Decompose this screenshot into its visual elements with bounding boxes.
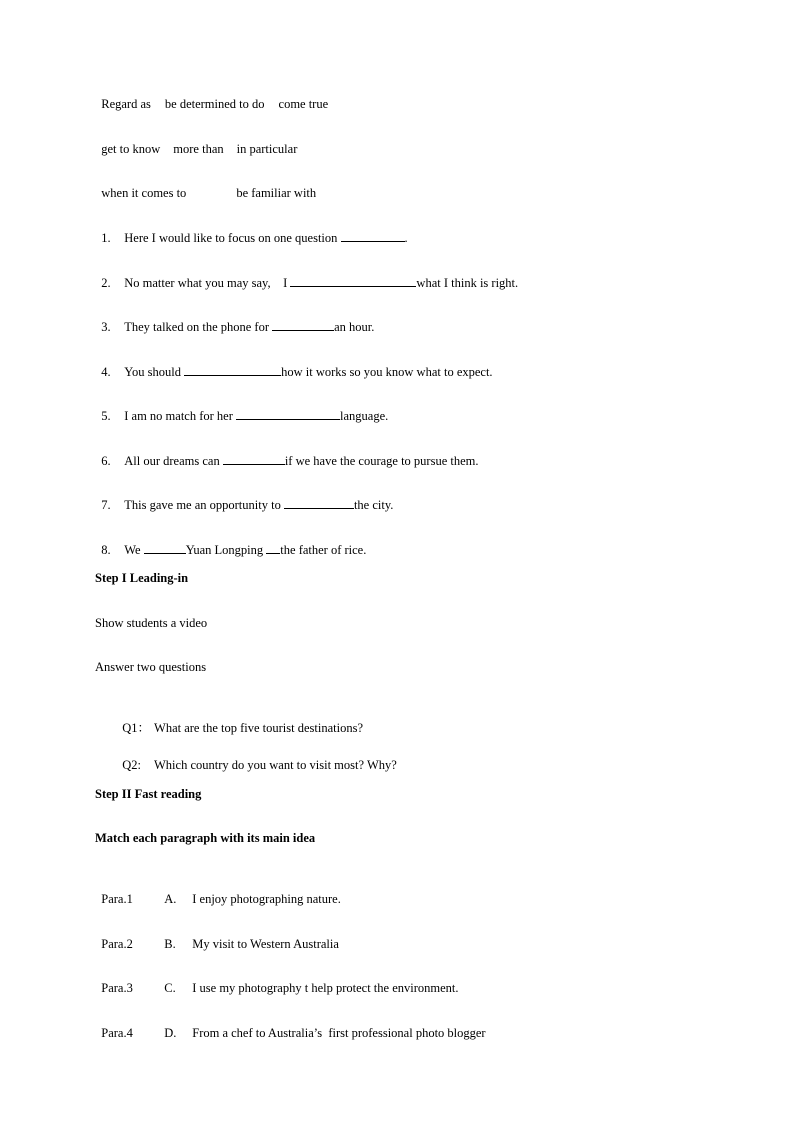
idea-text: From a chef to Australia’s first professional photo blogger (192, 1026, 486, 1040)
idea-text: My visit to Western Australia (192, 937, 339, 951)
answer-blank[interactable] (284, 497, 354, 509)
step1-line1: Show students a video (95, 616, 208, 630)
question-5 (95, 392, 388, 424)
question-text-end: . (404, 231, 408, 245)
phrase-row-3 (95, 169, 316, 201)
question-text: All our dreams can (124, 454, 223, 468)
question-3 (95, 303, 374, 335)
question-text-end: an hour. (334, 320, 375, 334)
question-text: We (124, 543, 144, 557)
question-number: 4. (101, 365, 111, 379)
idea-text: I use my photography t help protect the environment. (192, 981, 459, 995)
question-text-end: the city. (353, 498, 394, 512)
idea-letter: B. (164, 937, 176, 951)
answer-blank[interactable] (144, 542, 186, 554)
para-label: Para.2 (101, 937, 133, 951)
phrase-get-to-know: get to know (101, 142, 161, 156)
match-row-3 (95, 964, 459, 996)
phrase-in-particular: in particular (236, 142, 298, 156)
match-row-1 (95, 875, 341, 907)
answer-blank[interactable] (184, 364, 281, 376)
phrase-more-than: more than (173, 142, 224, 156)
question-8 (95, 526, 366, 558)
idea-letter: D. (164, 1026, 177, 1040)
question-text: No matter what you may say, I (124, 276, 291, 290)
question-number: 8. (101, 543, 111, 557)
question-text-end: what I think is right. (416, 276, 519, 290)
idea-letter: A. (164, 892, 177, 906)
phrase-row-1 (95, 80, 328, 112)
para-label: Para.4 (101, 1026, 133, 1040)
step1-line2: Answer two questions (95, 660, 207, 674)
question-number: 3. (101, 320, 111, 334)
answer-blank[interactable] (223, 453, 285, 465)
question-6 (95, 437, 479, 469)
question-number: 1. (101, 231, 111, 245)
question-text: You should (124, 365, 185, 379)
phrase-be-familiar-with: be familiar with (236, 186, 317, 200)
step1-question-2 (116, 741, 397, 773)
match-row-2 (95, 920, 339, 952)
question-number: 2. (101, 276, 111, 290)
answer-blank[interactable] (266, 542, 280, 554)
question-7 (95, 481, 393, 513)
answer-blank[interactable] (290, 275, 416, 287)
q2-label: Q2: (122, 758, 141, 772)
para-label: Para.1 (101, 892, 133, 906)
phrase-regard-as: Regard as (101, 97, 151, 111)
q1-label: Q1： (122, 721, 151, 735)
question-text-end: how it works so you know what to expect. (281, 365, 493, 379)
step2-heading: Step II Fast reading (95, 787, 202, 801)
answer-blank[interactable] (341, 230, 405, 242)
idea-letter: C. (164, 981, 176, 995)
question-number: 5. (101, 409, 111, 423)
question-number: 7. (101, 498, 111, 512)
answer-blank[interactable] (236, 408, 340, 420)
question-text-middle: Yuan Longping (185, 543, 267, 557)
question-text: They talked on the phone for (124, 320, 273, 334)
question-2 (95, 259, 518, 291)
step2-subheading: Match each paragraph with its main idea (95, 831, 316, 845)
phrase-row-2 (95, 125, 297, 157)
question-text-end: language. (340, 409, 389, 423)
para-label: Para.3 (101, 981, 133, 995)
phrase-come-true: come true (278, 97, 329, 111)
question-text: This gave me an opportunity to (124, 498, 284, 512)
q2-text: Which country do you want to visit most? Why? (154, 758, 397, 772)
question-text: Here I would like to focus on one question (124, 231, 341, 245)
q1-text: What are the top five tourist destinations? (154, 721, 363, 735)
idea-text: I enjoy photographing nature. (192, 892, 341, 906)
phrase-be-determined: be determined to do (164, 97, 265, 111)
phrase-when-it-comes-to: when it comes to (101, 186, 187, 200)
step1-question-1 (116, 704, 363, 736)
question-text-end: the father of rice. (280, 543, 367, 557)
question-4 (95, 348, 493, 380)
question-number: 6. (101, 454, 111, 468)
question-text-end: if we have the courage to pursue them. (284, 454, 479, 468)
step1-heading: Step I Leading-in (95, 571, 189, 585)
question-1 (95, 214, 408, 246)
question-text: I am no match for her (124, 409, 237, 423)
answer-blank[interactable] (272, 319, 334, 331)
match-row-4 (95, 1009, 486, 1041)
